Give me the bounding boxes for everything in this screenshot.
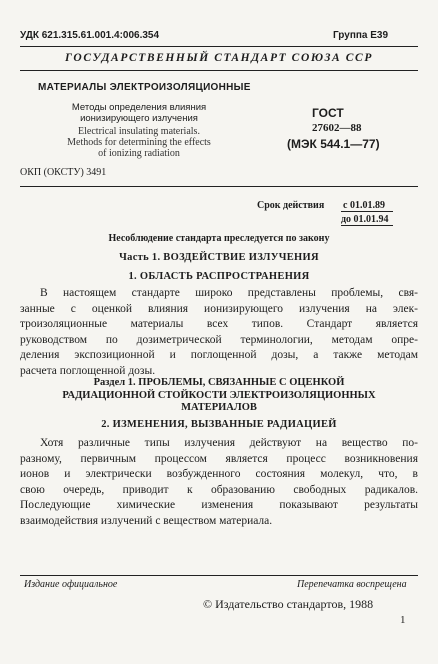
methods-en-line: of ionizing radiation: [98, 148, 180, 159]
methods-en-line: Methods for determining the effects: [67, 137, 211, 148]
validity-from-underline: [341, 211, 393, 212]
reprint-note: Перепечатка воспрещена: [297, 579, 407, 590]
body-line: В настоящем стандарте широко представлены проблемы, свя-: [40, 287, 418, 299]
gost-label: ГОСТ: [312, 106, 344, 120]
iec-number: (МЭК 544.1—77): [287, 137, 380, 151]
okp-code: ОКП (ОКСТУ) 3491: [20, 167, 107, 178]
title-rule: [20, 186, 418, 187]
body-line: троизоляционные материалы всех типов. Стандарт является: [20, 318, 418, 331]
header-rule-bottom: [20, 70, 418, 71]
body-line: разному, первичным процессом является процесс возникновения: [20, 452, 418, 465]
body-line: занные с оценкой влияния ионизирующего излучения на элек-: [20, 302, 418, 315]
body-line: Хотя различные типы излучения действуют на вещество по-: [40, 437, 418, 449]
methods-title-ru: [40, 102, 238, 124]
body-line: Последующие химические изменения показывают результаты: [20, 499, 418, 512]
division1-title-line: МАТЕРИАЛОВ: [181, 402, 257, 413]
law-notice: Несоблюдение стандарта преследуется по закону: [108, 233, 330, 244]
copyright-line: © Издательство стандартов, 1988: [203, 597, 374, 611]
edition-note: Издание официальное: [24, 579, 118, 590]
header-rule-top: [20, 46, 418, 47]
body-line: деления экспозиционной и поглощенной дозы, а также методам: [20, 349, 418, 362]
division1-title-line: РАДИАЦИОННОЙ СТОЙКОСТИ ЭЛЕКТРОИЗОЛЯЦИОННЫХ: [62, 389, 376, 401]
body-line: взаимодействия излучений с веществом материала.: [20, 514, 273, 527]
footer-rule: [20, 575, 418, 576]
body-line: расчета поглощенной дозы.: [20, 364, 156, 377]
validity-label: Срок действия: [257, 200, 325, 211]
gost-number: 27602—88: [312, 122, 362, 134]
body-line: руководством по дозиметрической терминологии, методам опре-: [20, 333, 418, 346]
division1-title: [0, 377, 438, 415]
section2-body: [20, 436, 418, 530]
methods-title-en: [40, 126, 238, 159]
methods-ru-line: ионизирующего излучения: [80, 113, 198, 124]
validity-to: до 01.01.94: [341, 214, 389, 225]
org-title: ГОСУДАРСТВЕННЫЙ СТАНДАРТ СОЮЗА ССР: [65, 52, 373, 64]
udk-code: УДК 621.315.61.001.4:006.354: [20, 30, 160, 41]
methods-ru-line: Методы определения влияния: [71, 102, 207, 113]
body-line: ионов и электрически возбужденного состояния молекул, что, в: [20, 468, 418, 481]
page-number: 1: [400, 614, 406, 626]
validity-to-underline: [341, 225, 393, 226]
methods-en-line: Electrical insulating materials.: [78, 126, 200, 137]
section1-heading: 1. ОБЛАСТЬ РАСПРОСТРАНЕНИЯ: [128, 271, 310, 282]
part-title: Часть 1. ВОЗДЕЙСТВИЕ ИЗЛУЧЕНИЯ: [119, 252, 319, 263]
section1-body: [20, 286, 418, 380]
body-line: свою очередь, приводит к образованию свободных радикалов.: [20, 483, 418, 496]
materials-title: МАТЕРИАЛЫ ЭЛЕКТРОИЗОЛЯЦИОННЫЕ: [38, 82, 251, 93]
group-code: Группа Е39: [333, 30, 389, 41]
section2-heading: 2. ИЗМЕНЕНИЯ, ВЫЗВАННЫЕ РАДИАЦИЕЙ: [101, 419, 337, 430]
division1-title-line: Раздел 1. ПРОБЛЕМЫ, СВЯЗАННЫЕ С ОЦЕНКОЙ: [93, 377, 345, 388]
validity-from: с 01.01.89: [343, 200, 385, 211]
